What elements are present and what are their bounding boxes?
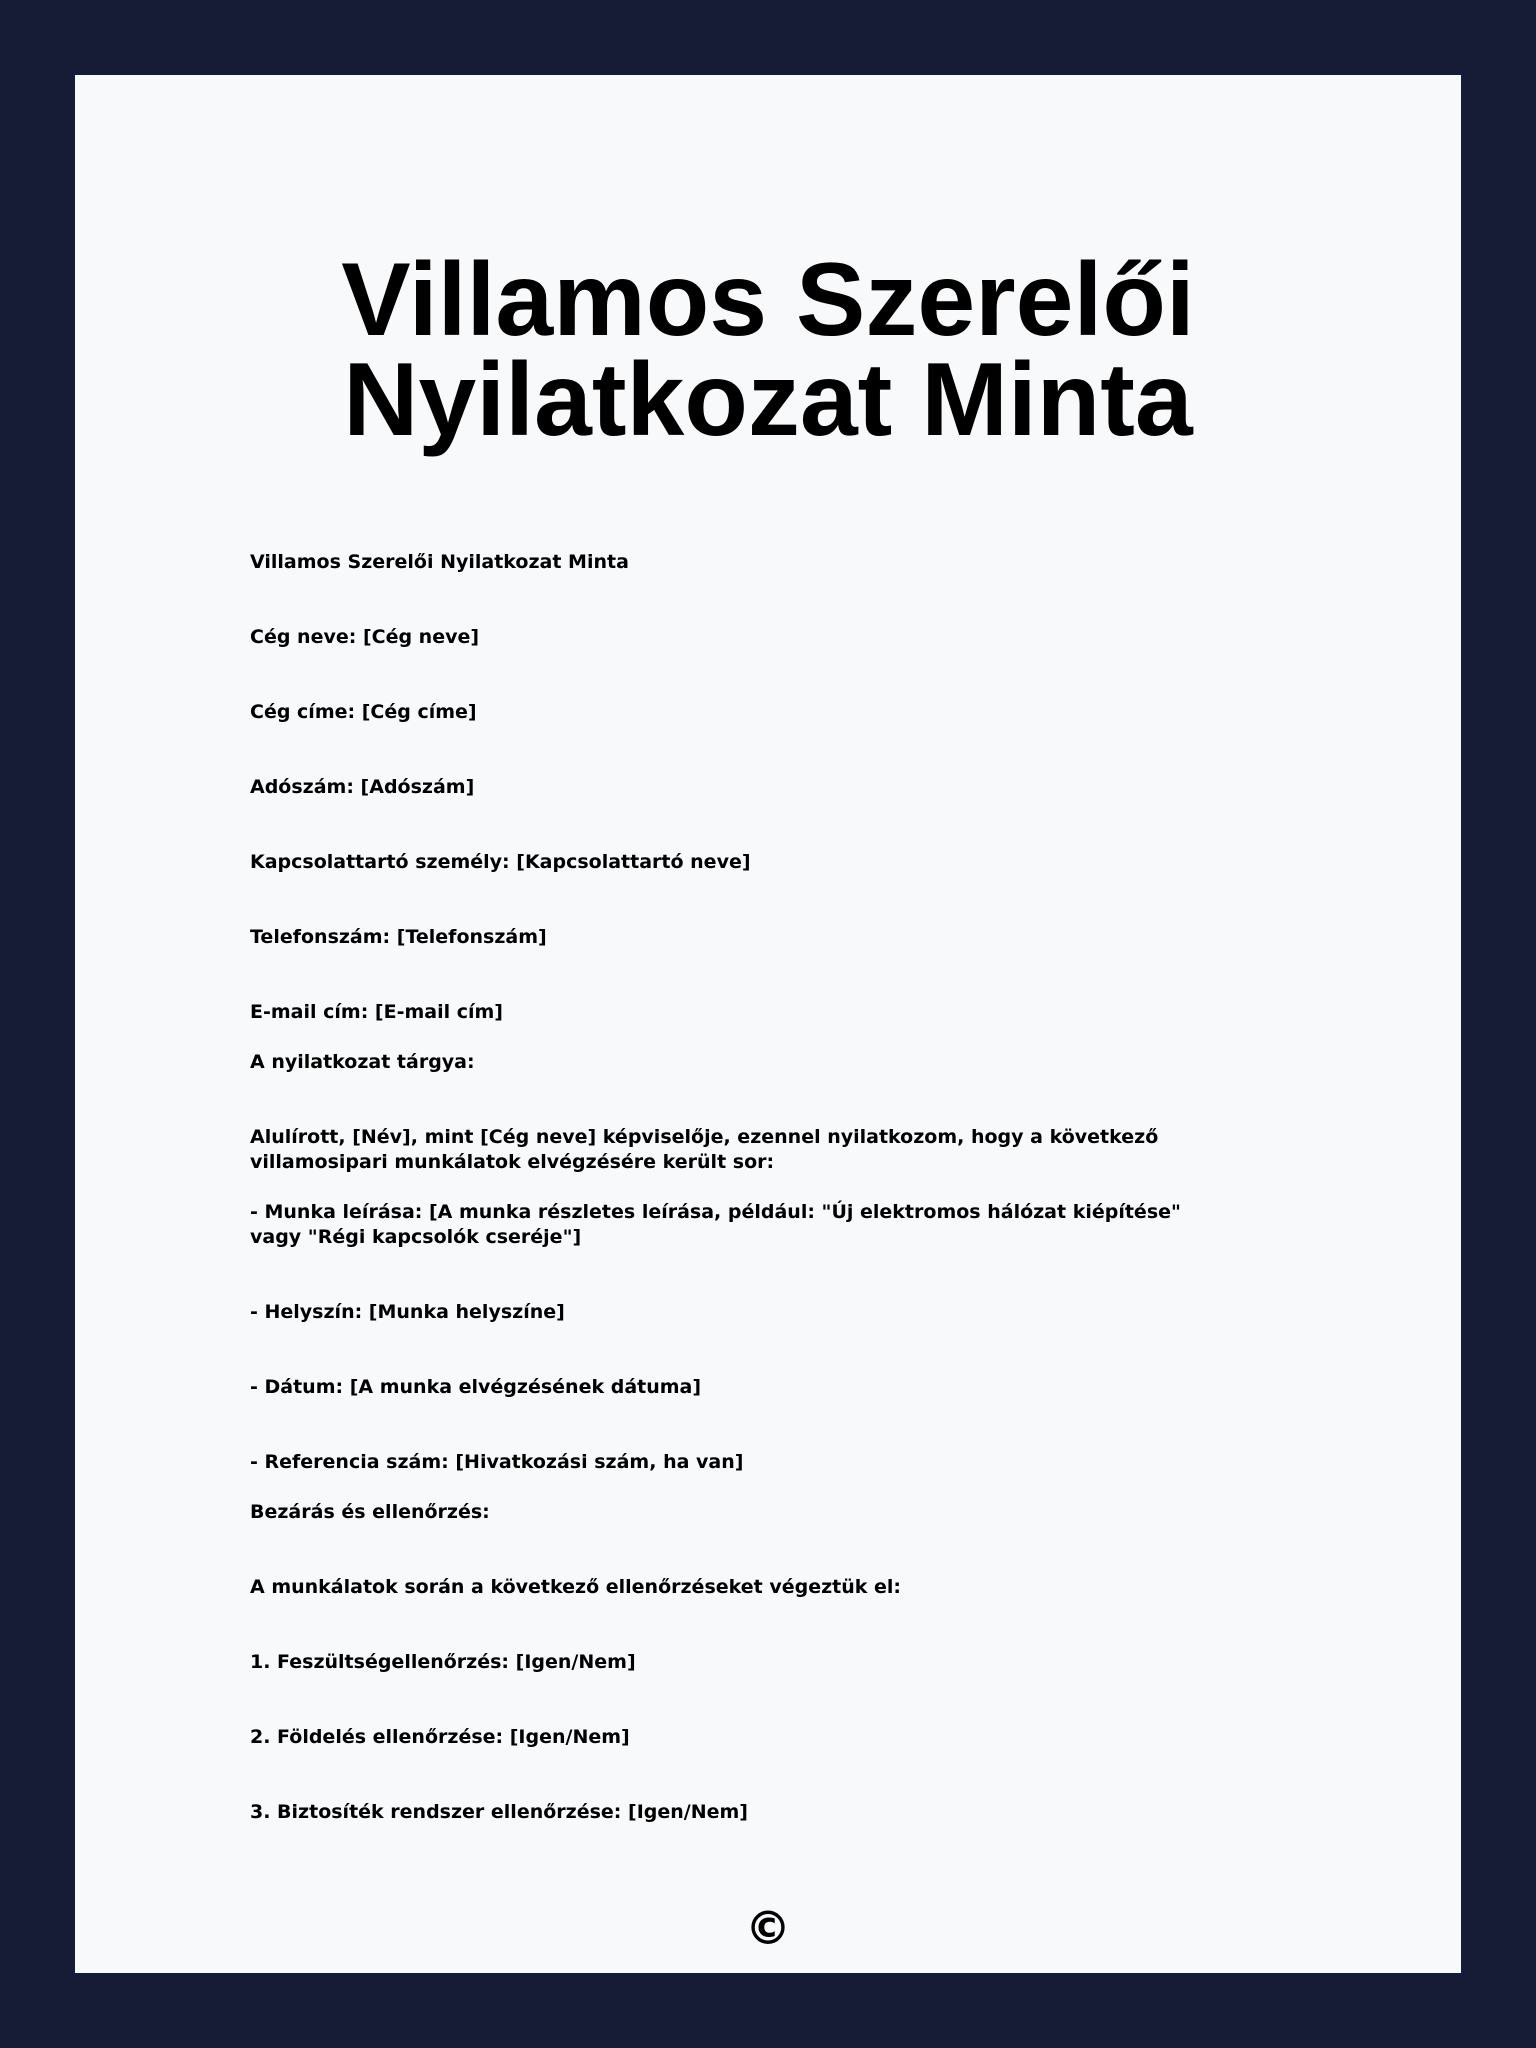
- subject-heading: A nyilatkozat tárgya:: [250, 1051, 475, 1073]
- closing-check-heading: Bezárás és ellenőrzés:: [250, 1501, 490, 1523]
- contact-person-line: Kapcsolattartó személy: [Kapcsolattartó neve]: [250, 851, 751, 873]
- voltage-check-line: 1. Feszültségellenőrzés: [Igen/Nem]: [250, 1651, 636, 1673]
- document-subtitle: Villamos Szerelői Nyilatkozat Minta: [250, 551, 629, 573]
- company-name-line: Cég neve: [Cég neve]: [250, 626, 480, 648]
- work-description-line: - Munka leírása: [A munka részletes leírása, például: "Új elektromos hálózat kiépítése" vagy "Régi kapcsolók cseréje"]: [250, 1201, 1181, 1248]
- declaration-paragraph: Alulírott, [Név], mint [Cég neve] képviselője, ezennel nyilatkozom, hogy a következő villamosipari munkálatok elvégzésére került sor:: [250, 1126, 1159, 1173]
- phone-line: Telefonszám: [Telefonszám]: [250, 926, 547, 948]
- email-line: E-mail cím: [E-mail cím]: [250, 1001, 503, 1023]
- date-line: - Dátum: [A munka elvégzésének dátuma]: [250, 1376, 702, 1398]
- tax-number-line: Adószám: [Adószám]: [250, 776, 475, 798]
- page-title: Villamos Szerelői Nyilatkozat Minta: [341, 242, 1195, 458]
- grounding-check-line: 2. Földelés ellenőrzése: [Igen/Nem]: [250, 1726, 630, 1748]
- location-line: - Helyszín: [Munka helyszíne]: [250, 1301, 565, 1323]
- checks-intro-line: A munkálatok során a következő ellenőrzéseket végeztük el:: [250, 1576, 902, 1598]
- reference-number-line: - Referencia szám: [Hivatkozási szám, ha van]: [250, 1451, 744, 1473]
- company-address-line: Cég címe: [Cég címe]: [250, 701, 477, 723]
- document-page: [75, 75, 1461, 1973]
- copyright-icon: ©: [745, 1901, 791, 1955]
- fuse-check-line: 3. Biztosíték rendszer ellenőrzése: [Igen/Nem]: [250, 1801, 748, 1823]
